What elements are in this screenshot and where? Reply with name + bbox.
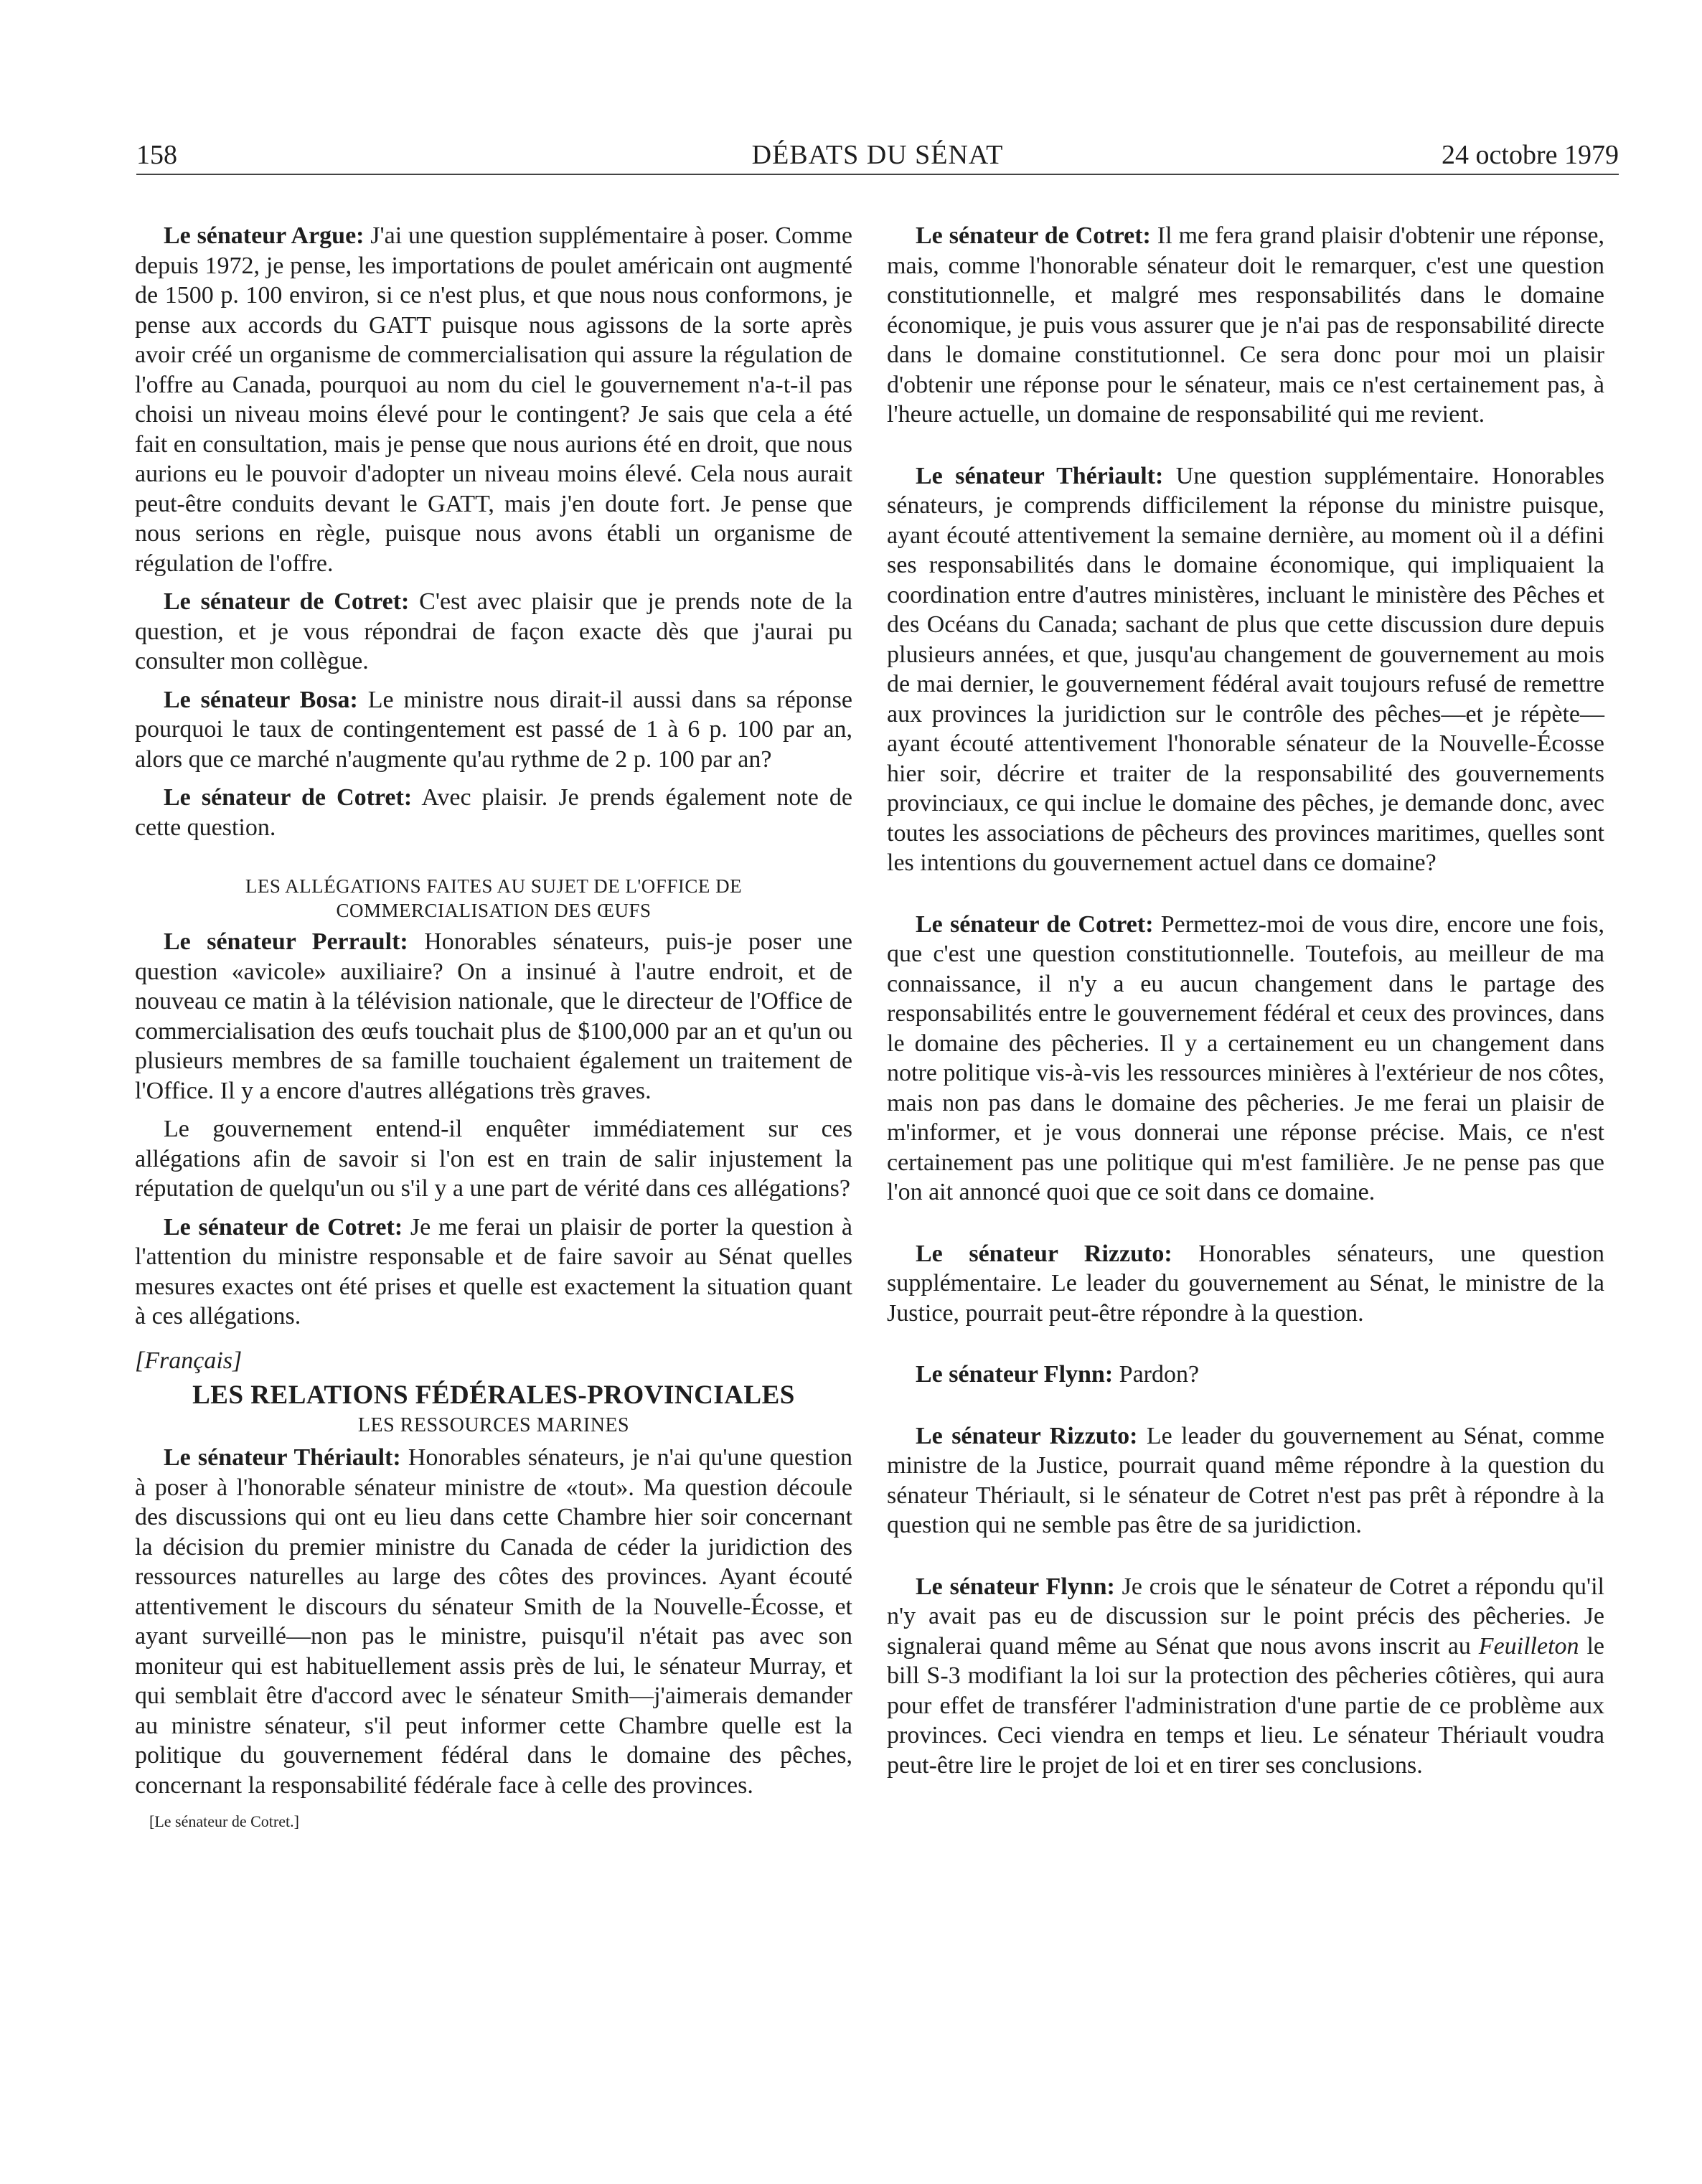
section-heading-federal-provincial: LES RELATIONS FÉDÉRALES-PROVINCIALES [192,1380,795,1410]
paragraph [135,783,852,842]
speech-text: Avec plaisir. Je prends également note de cette question. [135,784,852,841]
speech-text: J'ai une question supplémentaire à poser. Comme depuis 1972, je pense, les importations de poulet américain ont augmenté de 1500 p. 100 environ, si ce n'est plus, et que nous nous conformons, je pense aux accords du GATT puisque nous agissons de la sorte après avoir créé un organisme de commercialisation qui assure la régulation de l'offre au Canada, pourquoi au nom du ciel le gouvernement n'a-t-il pas choisi un niveau moins élevé pour le contingent? Je sais que cela a été fait en consultation, mais je pense que nous aurions été en droit, que nous aurions eu le pouvoir d'adopter un niveau moins élevé. Cela nous aurait peut-être conduits devant le GATT, mais j'en doute fort. Je pense que nous serions en règle, puisque nous avons établi un organisme de régulation de l'offre. [135,222,852,577]
speech-text: C'est avec plaisir que je prends note de la question, et je vous répondrai de façon exacte dès que j'aurai pu consulter mon collègue. [135,588,853,674]
speech-text: Pardon? [1113,1361,1200,1388]
speaker-name: Le sénateur Rizzuto: [916,1240,1172,1267]
paragraph [887,1572,1604,1781]
paragraph [887,221,1604,430]
paragraph [887,1360,1604,1390]
speech-text: Je me ferai un plaisir de porter la question à l'attention du ministre responsable et de faire savoir au Sénat quelles mesures exactes ont été prises et quelle est exactement la situation quant à ces allégations. [135,1213,852,1329]
speaker-name: Le sénateur Flynn: [916,1573,1115,1600]
speech-text: Le gouvernement entend-il enquêter immédiatement sur ces allégations afin de savoir si l'on est en train de salir injustement la réputation de quelqu'un ou s'il y a une part de vérité dans ces allégations? [135,1116,852,1202]
speaker-name: Le sénateur de Cotret: [916,910,1154,938]
speech-text: Permettez-moi de vous dire, encore une fois, que c'est une question constitutionnelle. Toutefois, au meilleur de ma connaissance, il n'y a eu aucun changement dans le partage des responsabilités entre le gouvernement fédéral et ceux des provinces, dans le domaine des pêcheries. Il y a certainement eu un changement dans notre politique vis-à-vis les ressources minières à l'extérieur de nos côtes, mais non pas dans le domaine des pêcheries. Je me ferai un plaisir de m'informer, et je vous donnerai une réponse précise. Mais, ce n'est certainement pas une politique qui m'est familière. Je ne pense pas que l'on ait annoncé quoi que ce soit dans ce domaine. [887,910,1604,1205]
paragraph [887,461,1604,878]
paragraph [887,910,1604,1208]
paragraph [135,1443,852,1800]
section-subheading-marine-resources: LES RESSOURCES MARINES [357,1414,630,1436]
speech-text: Une question supplémentaire. Honorables sénateurs, je comprends difficilement la réponse du ministre puisque, ayant écouté attentivement la semaine dernière, au moment où il a défini ses responsabilités dans le domaine économique, qui impliquaient la coordination entre d'autres ministères, incluant le ministère des Pêches et des Océans du Canada; sachant de plus que cette discussion dure depuis plusieurs années, et que, jusqu'au changement de gouvernement au mois de mai dernier, le gouvernement fédéral avait toujours refusé de remettre aux provinces la juridiction sur le contrôle des pêches—et je répète—ayant écouté attentivement l'honorable sénateur de la Nouvelle-Écosse hier soir, décrire et traiter de la responsabilité des gouvernements provinciaux, ce qui inclue le domaine des pêches, je demande donc, avec toutes les associations de pêcheurs des provinces maritimes, quelles sont les intentions du gouvernement actuel dans ce domaine? [887,462,1605,876]
paragraph [135,221,852,578]
page-header [136,136,1619,175]
speech-text: Honorables sénateurs, je n'ai qu'une question à poser à l'honorable sénateur ministre de «tout». Ma question découle des discussions qui ont eu lieu dans cette Chambre hier soir concernant la décision du premier ministre du Canada de céder la juridiction des ressources naturelles au large des côtes des provinces. Ayant écouté attentivement le discours du sénateur Smith de la Nouvelle-Écosse, et ayant surveillé—non pas le ministre, puisqu'il n'était pas avec son moniteur qui est habituellement assis près de lui, le sénateur Murray, et qui semblait être d'accord avec le sénateur Smith—j'aimerais demander au ministre sénateur, s'il peut informer cette Chambre quelle est la politique du gouvernement fédéral dans le domaine des pêches, concernant la responsabilité fédérale face à celle des provinces. [135,1444,853,1799]
speech-text: Le leader du gouvernement au Sénat, comme ministre de la Justice, pourrait quand même répondre à la question du sénateur Thériault, si le sénateur de Cotret n'est pas prêt à répondre à la question qui ne semble pas être de sa juridiction. [887,1422,1604,1538]
paragraph [135,1114,852,1204]
paragraph [887,1421,1604,1540]
speech-text: Le ministre nous dirait-il aussi dans sa réponse pourquoi le taux de contingentement est passé de 1 à 6 p. 100 par an, alors que ce marché n'augmente qu'au rythme de 2 p. 100 par an? [135,686,853,773]
section-heading-line: COMMERCIALISATION DES ŒUFS [336,900,652,921]
right-column [887,221,1604,1812]
footer-note: [Le sénateur de Cotret.] [149,1812,299,1830]
publication-date: 24 octobre 1979 [1442,140,1619,170]
italic-title-feuilleton: Feuilleton [1478,1632,1579,1660]
paragraph [135,1213,852,1332]
speech-text: Honorables sénateurs, puis-je poser une question «avicole» auxiliaire? On a insinué à l'autre endroit, et de nouveau ce matin à la télévision nationale, que le directeur de l'Office de commercialisation des œufs touchait plus de $100,000 par an et qu'un ou plusieurs membres de sa famille touchaient également un traitement de l'Office. Il y a encore d'autres allégations très graves. [135,928,853,1104]
speaker-name: Le sénateur Thériault: [916,462,1164,489]
speaker-name: Le sénateur Flynn: [916,1361,1114,1388]
paragraph [887,1239,1604,1329]
speaker-name: Le sénateur Perrault: [164,928,408,955]
paragraph [135,587,852,677]
speaker-name: Le sénateur Rizzuto: [916,1422,1138,1449]
speaker-name: Le sénateur de Cotret: [164,784,413,811]
speaker-name: Le sénateur Argue: [164,222,365,249]
speaker-name: Le sénateur Bosa: [164,686,358,713]
paragraph [135,685,852,775]
speaker-name: Le sénateur de Cotret: [916,222,1151,249]
publication-title: DÉBATS DU SÉNAT [751,140,1004,170]
section-heading-line: LES ALLÉGATIONS FAITES AU SUJET DE L'OFFICE DE [245,875,743,897]
speaker-name: Le sénateur de Cotret: [164,1213,403,1241]
speaker-name: Le sénateur Thériault: [164,1444,401,1471]
speech-text: Il me fera grand plaisir d'obtenir une réponse, mais, comme l'honorable sénateur doit le remarquer, c'est une question constitutionnelle, et malgré mes responsabilités dans le domaine économique, je puis vous assurer que je n'ai pas de responsabilité directe dans le domaine constitutionnel. Ce sera donc pour moi un plaisir d'obtenir une réponse pour le sénateur, mais ce n'est certainement pas, à l'heure actuelle, un domaine de responsabilité qui me revient. [887,222,1604,428]
language-tag: [Français] [135,1347,243,1374]
speaker-name: Le sénateur de Cotret: [164,588,410,615]
left-column [135,221,852,1832]
speech-text: le bill S-3 modifiant la loi sur la protection des pêcheries côtières, qui aura pour effet de transférer l'administration d'une partie de ce problème aux provinces. Ceci viendra en temps et lieu. Le sénateur Thériault voudra peut-être lire le projet de loi et en tirer ses conclusions. [887,1632,1604,1779]
speech-text: Honorables sénateurs, une question supplémentaire. Le leader du gouvernement au Sénat, le ministre de la Justice, pourrait peut-être répondre à la question. [887,1240,1604,1327]
page-number: 158 [136,140,177,170]
section-heading-egg-board [135,874,852,923]
paragraph [135,927,852,1106]
speech-text: Je crois que le sénateur de Cotret a répondu qu'il n'y avait pas eu de discussion sur le point précis des pêcheries. Je signalerai quand même au Sénat que nous avons inscrit au [887,1573,1604,1660]
